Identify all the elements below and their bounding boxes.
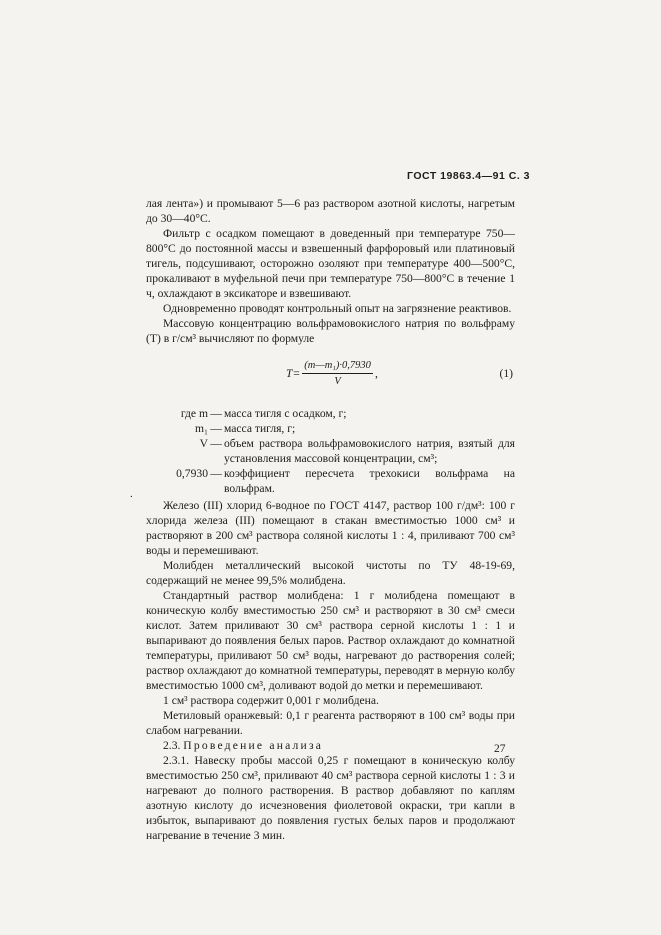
page-number: 27 [494,743,506,755]
formula-numerator: (m—m₁)·0,7930 [302,358,373,374]
document-body [146,196,515,843]
section-number: 2.3. [163,739,181,752]
paragraph-7: Стандартный раствор молибдена: 1 г молибдена помещают в коническую колбу вместимостью 250 см³ и растворяют в 30 см³ смеси кислот. Затем приливают 30 см³ раствора серной кислоты 1 : 1 и выпаривают до появления белых паров. Раствор охлаждают до комнатной температуры, приливают 50 см³ воды, нагревают до растворения солей; раствор охлаждают до комнатной температуры, переводят в мерную колбу вместимостью 1000 см³, доливают водой до метки и перемешивают. [146,589,515,692]
definition-dash: — [210,407,222,420]
definition-text: масса тигля с осадком, г; [224,407,347,420]
definition-label: m₁ [194,422,208,435]
standard-header: ГОСТ 19863.4—91 С. 3 [407,170,530,182]
section-heading [146,738,515,753]
formula [286,358,378,389]
paragraph-6: Молибден металлический высокой чистоты по ТУ 48-19-69, содержащий не менее 99,5% молибдена. [146,559,515,587]
definition-label: где m [180,407,208,420]
formula-lhs: T= [286,367,301,380]
formula-tail: , [374,367,378,380]
paragraph-10: 2.3.1. Навеску пробы массой 0,25 г помещают в коническую колбу вместимостью 250 см³, приливают 40 см³ раствора серной кислоты 1 : 3 и нагревают до полного растворения. В раствор добавляют по каплям азотную кислоту до исчезновения фиолетовой окраски, три капли в избыток, выпаривают до появления густых белых паров и продолжают нагревание в течение 3 мин. [146,754,515,842]
paragraph-4: Массовую концентрацию вольфрамовокислого натрия по вольфраму (Т) в г/см³ вычисляют по формуле [146,317,515,345]
definition-label: 0,7930 [176,467,208,480]
definition-item [146,421,515,436]
section-title: Проведение анализа [183,739,324,752]
definition-dash: — [210,467,222,480]
paragraph-1: лая лента») и промывают 5—6 раз раствором азотной кислоты, нагретым до 30—40°С. [146,197,515,225]
paragraph-8: 1 см³ раствора содержит 0,001 г молибдена. [163,694,379,707]
definition-item [146,466,515,496]
paragraph-3: Одновременно проводят контрольный опыт на загрязнение реактивов. [163,302,512,315]
paragraph-2: Фильтр с осадком помещают в доведенный при температуре 750—800°С до постоянной массы и взвешенный фарфоровый или платиновый тигель, подсушивают, осторожно озоляют при температуре 400—500°С, прокаливают в муфельной печи при температуре 750—800°С в течение 1 ч, охлаждают в эксикаторе и взвешивают. [146,227,515,300]
definition-dash: — [210,422,222,435]
formula-denominator: V [334,376,341,387]
definitions-list [146,406,515,496]
definition-item [146,436,515,466]
definition-dash: — [210,437,222,450]
margin-mark: . [130,488,133,500]
definition-item [146,406,515,421]
formula-block [146,354,515,394]
definition-text: коэффициент пересчета трехокиси вольфрама на вольфрам. [224,467,515,495]
definition-label: V [199,437,208,450]
paragraph-5: Железо (III) хлорид 6-водное по ГОСТ 4147, раствор 100 г/дм³: 100 г хлорида железа (III) помещают в стакан вместимостью 1000 см³ и растворяют в 200 см³ раствора соляной кислоты 1 : 4, приливают 700 см³ воды и перемешивают. [146,499,515,557]
paragraph-9: Метиловый оранжевый: 0,1 г реагента растворяют в 100 см³ воды при слабом нагревании. [146,709,515,737]
definition-text: масса тигля, г; [224,422,296,435]
formula-fraction [302,358,373,389]
definition-text: объем раствора вольфрамовокислого натрия, взятый для установления массовой концентрации, см³; [224,437,515,465]
equation-number: (1) [499,367,513,380]
